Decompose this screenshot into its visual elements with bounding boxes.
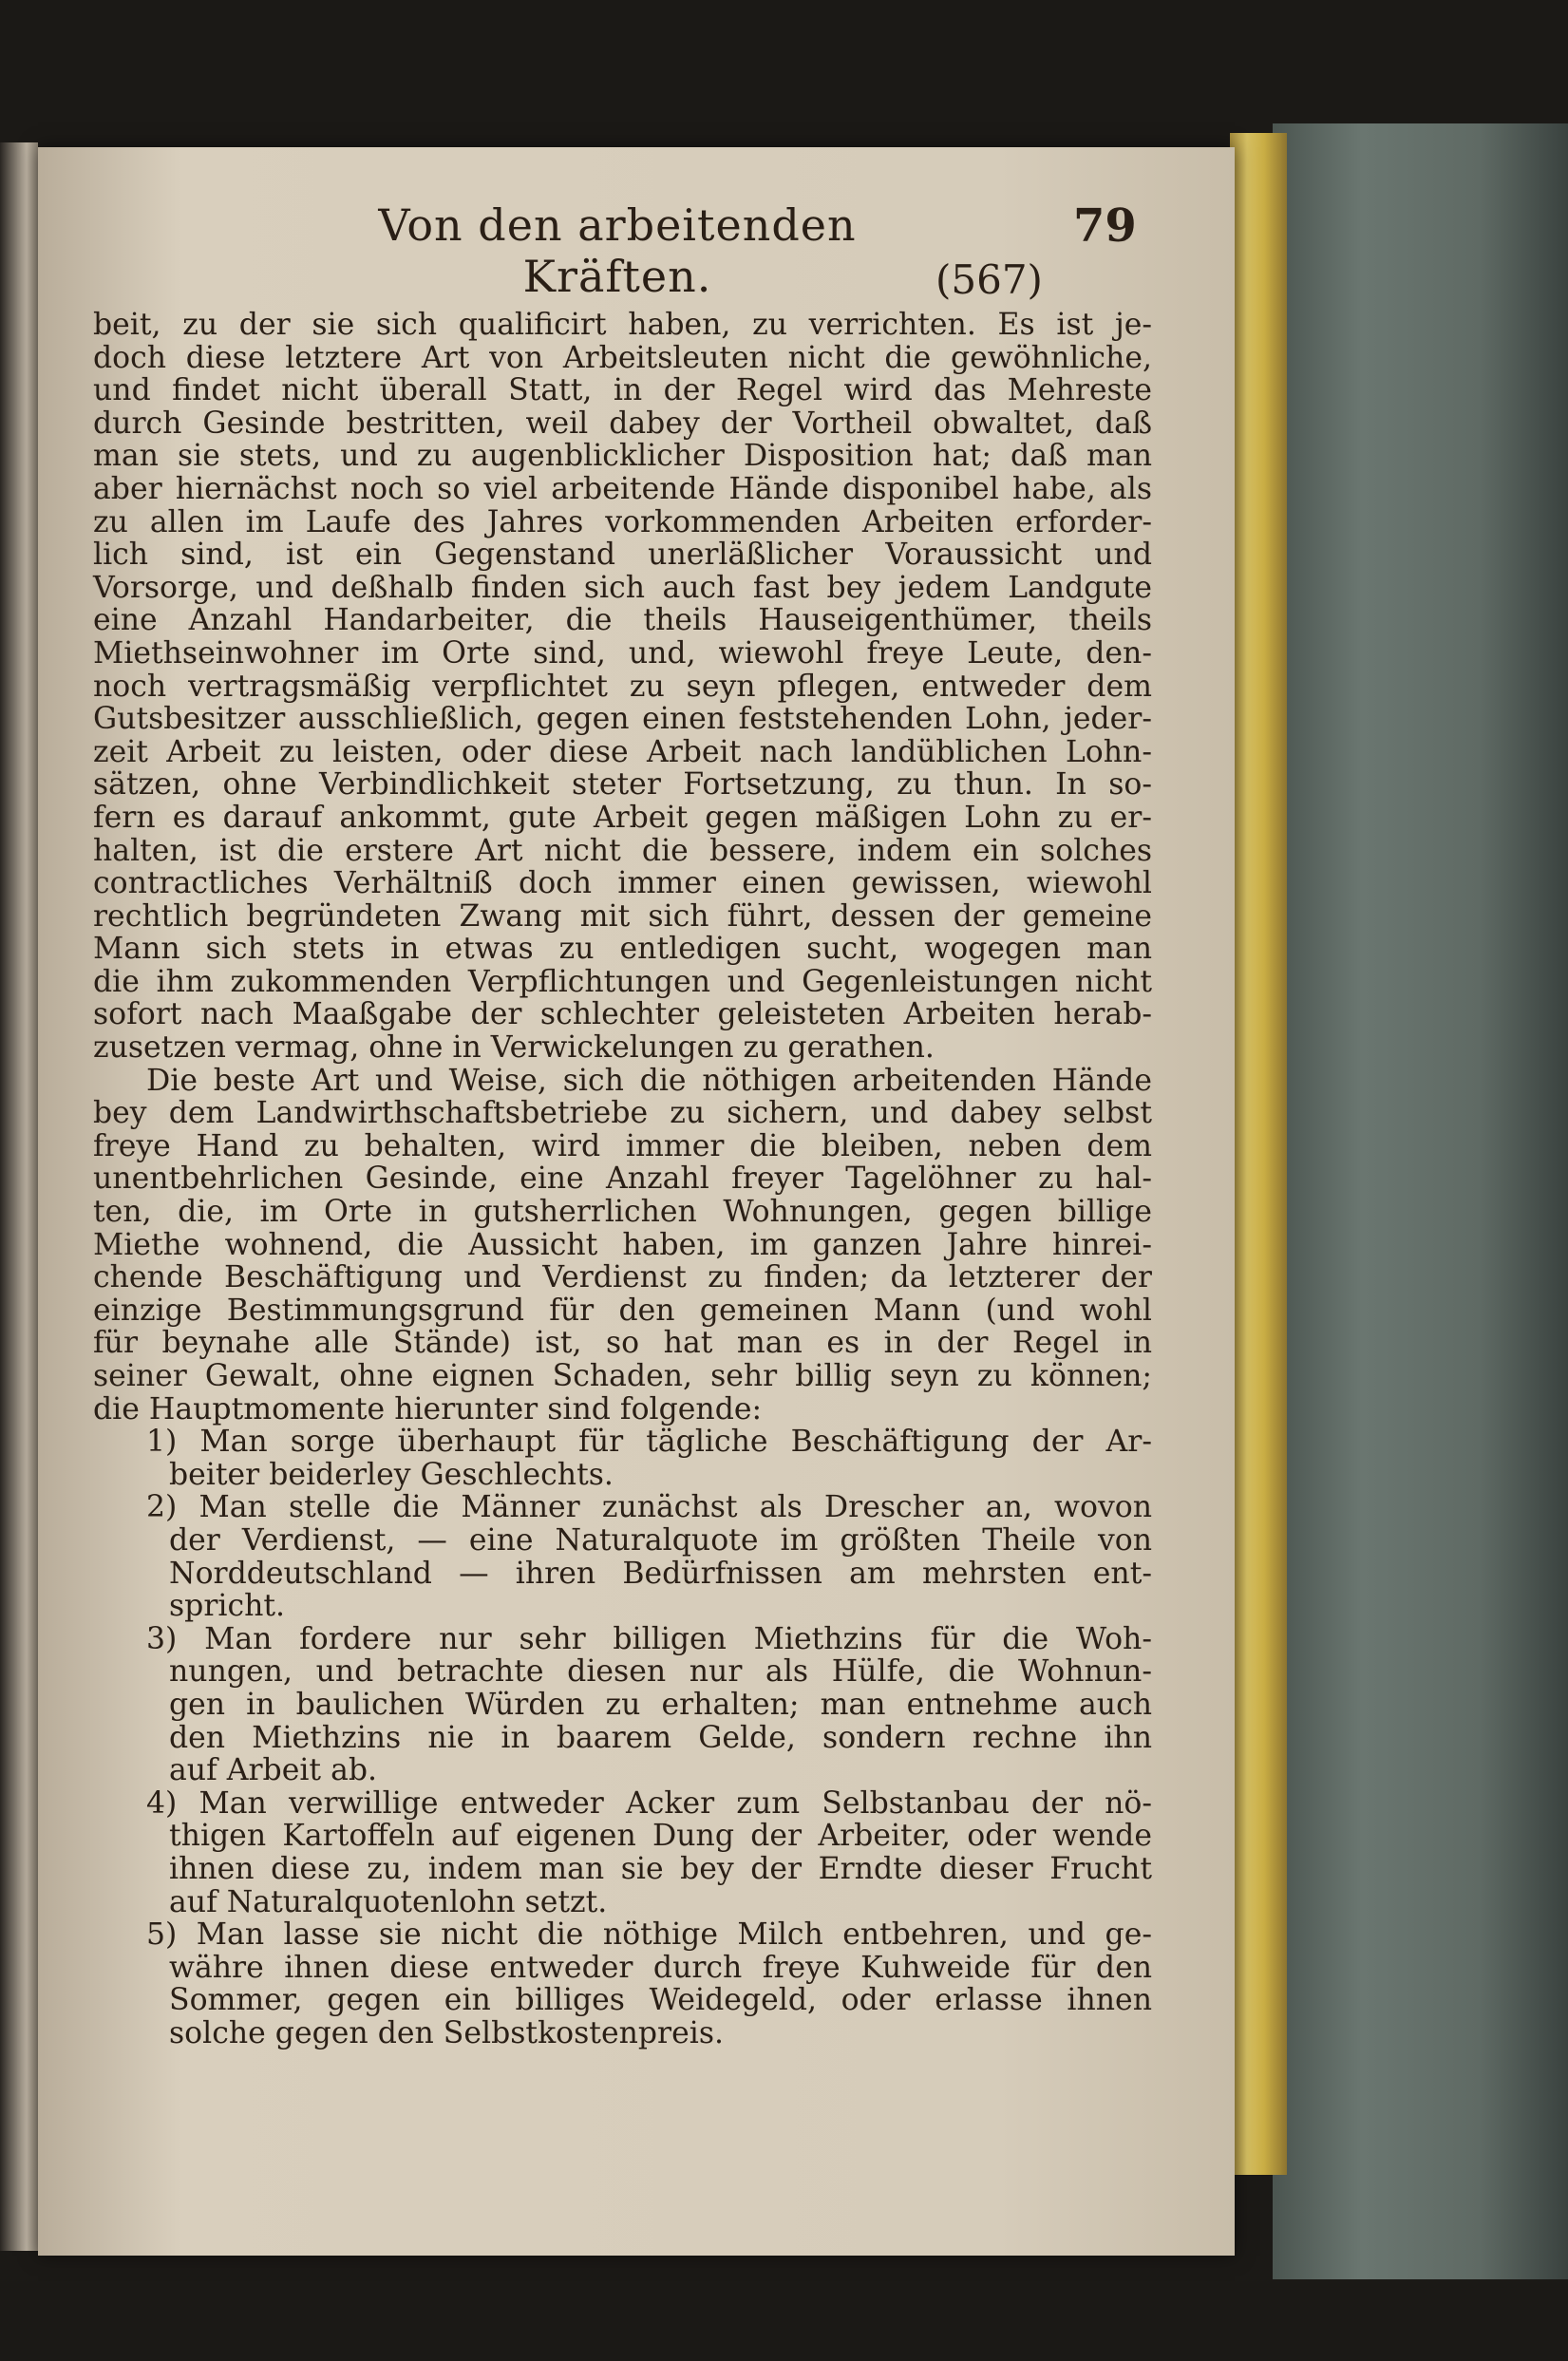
text-line: man sie stets, und zu augenblicklicher Disposition hat; daß man [93,439,1152,474]
text-line: sätzen, ohne Verbindlichkeit steter Fortsetzung, zu thun. In so- [93,767,1152,803]
text-line: zu allen im Laufe des Jahres vorkommenden Arbeiten erforder- [93,504,1152,539]
paragraph-start-line: Die beste Art und Weise, sich die nöthigen arbeitenden Hände [146,1063,1152,1098]
text-line: contractliches Verhältniß doch immer einen gewissen, wiewohl [93,866,1152,901]
list-item-3-cont: den Miethzins nie in baarem Gelde, sondern rechne ihn [169,1720,1152,1755]
list-item-4: 4) Man verwillige entweder Acker zum Selbstanbau der nö- [146,1785,1152,1821]
text-line: doch diese letztere Art von Arbeitsleuten nicht die gewöhnliche, [93,340,1152,375]
text-line: durch Gesinde bestritten, weil dabey der Vortheil obwaltet, daß [93,406,1152,441]
text-line: bey dem Landwirthschaftsbetriebe zu sichern, und dabey selbst [93,1096,1152,1131]
text-line: ten, die, im Orte in gutsherrlichen Wohnungen, gegen billige [93,1195,1152,1230]
text-line: die ihm zukommenden Verpflichtungen und Gegenleistungen nicht [93,964,1152,999]
list-item-3-cont: nungen, und betrachte diesen nur als Hülfe, die Wohnun- [169,1654,1152,1690]
running-header: Von den arbeitenden Kräften. [378,199,857,302]
gilded-page-edges [1230,133,1287,2175]
list-item-4-cont: ihnen diese zu, indem man sie bey der Erndte dieser Frucht [169,1851,1152,1886]
list-item-5-cont: währe ihnen diese entweder durch freye Kuhweide für den [169,1950,1152,1985]
stamp-number: (567) [935,256,1043,303]
list-item-2-cont: spricht. [169,1589,286,1624]
list-item-1: 1) Man sorge überhaupt für tägliche Beschäftigung der Ar- [146,1425,1152,1460]
text-line: eine Anzahl Handarbeiter, die theils Hauseigenthümer, theils [93,603,1152,638]
text-line: und findet nicht überall Statt, in der Regel wird das Mehreste [93,373,1152,408]
text-line: Vorsorge, und deßhalb finden sich auch fast bey jedem Landgute [93,570,1152,605]
text-line: noch vertragsmäßig verpflichtet zu seyn pflegen, entweder dem [93,669,1152,704]
paragraph-end-line: die Hauptmomente hierunter sind folgende: [93,1391,763,1426]
text-line: Gutsbesitzer ausschließlich, gegen einen feststehenden Lohn, jeder- [93,702,1152,737]
text-line: fern es darauf ankommt, gute Arbeit gegen mäßigen Lohn zu er- [93,800,1152,835]
list-item-4-cont: auf Naturalquotenlohn setzt. [169,1884,608,1919]
text-line: für beynahe alle Stände) ist, so hat man es in der Regel in [93,1326,1152,1361]
body-text [93,309,1152,2049]
text-line: freye Hand zu behalten, wird immer die bleiben, neben dem [93,1128,1152,1163]
list-item-5-cont: solche gegen den Selbstkostenpreis. [169,2015,725,2050]
previous-page-edge [0,142,38,2251]
list-item-2-cont: der Verdienst, — eine Naturalquote im größten Theile von [169,1522,1152,1558]
book-page [38,147,1235,2256]
text-line: seiner Gewalt, ohne eignen Schaden, sehr billig seyn zu können; [93,1359,1152,1393]
list-item-1-cont: beiter beiderley Geschlechts. [169,1457,614,1492]
text-line: sofort nach Maaßgabe der schlechter geleisteten Arbeiten herab- [93,997,1152,1032]
text-line: einzige Bestimmungsgrund für den gemeinen Mann (und wohl [93,1293,1152,1328]
text-line: aber hiernächst noch so viel arbeitende Hände disponibel habe, als [93,471,1152,506]
book-cover-panel [1273,123,1568,2279]
text-line: Miethseinwohner im Orte sind, und, wiewohl freye Leute, den- [93,635,1152,671]
text-line: zeit Arbeit zu leisten, oder diese Arbeit nach landüblichen Lohn- [93,734,1152,769]
page-number: 79 [1073,199,1137,253]
list-item-3-cont: gen in baulichen Würden zu erhalten; man entnehme auch [169,1687,1152,1722]
list-item-5-cont: Sommer, gegen ein billiges Weidegeld, oder erlasse ihnen [169,1983,1152,2018]
list-item-2: 2) Man stelle die Männer zunächst als Drescher an, wovon [146,1490,1152,1525]
list-item-5: 5) Man lasse sie nicht die nöthige Milch entbehren, und ge- [146,1917,1152,1953]
paragraph-end-line: zusetzen vermag, ohne in Verwickelungen zu gerathen. [93,1030,935,1066]
list-item-3: 3) Man fordere nur sehr billigen Miethzins für die Woh- [146,1621,1152,1656]
text-line: Miethe wohnend, die Aussicht haben, im ganzen Jahre hinrei- [93,1227,1152,1262]
list-item-4-cont: thigen Kartoffeln auf eigenen Dung der Arbeiter, oder wende [169,1819,1152,1854]
text-line: Mann sich stets in etwas zu entledigen sucht, wogegen man [93,932,1152,967]
text-line: beit, zu der sie sich qualificirt haben, zu verrichten. Es ist je- [93,308,1152,342]
list-item-2-cont: Norddeutschland — ihren Bedürfnissen am mehrsten ent- [169,1556,1152,1591]
text-line: halten, ist die erstere Art nicht die bessere, indem ein solches [93,833,1152,868]
text-line: unentbehrlichen Gesinde, eine Anzahl freyer Tagelöhner zu hal- [93,1162,1152,1197]
text-line: rechtlich begründeten Zwang mit sich führt, dessen der gemeine [93,898,1152,934]
text-line: chende Beschäftigung und Verdienst zu finden; da letzterer der [93,1260,1152,1295]
text-line: lich sind, ist ein Gegenstand unerläßlicher Voraussicht und [93,538,1152,573]
list-item-3-cont: auf Arbeit ab. [169,1753,378,1788]
